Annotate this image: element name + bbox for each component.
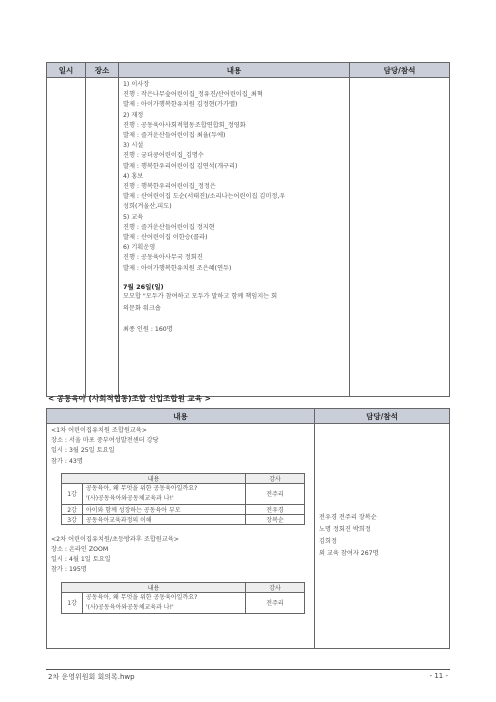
header-place: 장소 [86,63,119,78]
table-row: 1강 공동육아, 왜 무엇을 위한 공동육아일까요? '(사)공동육아와공동체교육과 나!' 전주리 [62,483,305,504]
place-cell [86,78,119,397]
content-lines [123,80,345,274]
content-line: 진행 : 궁더쿵어린이집_김명수 [123,152,204,160]
content-line: 4) 홍보 [123,172,144,180]
content-line: 발제 : 아이가행복한유치원 김정현(가가멜) [123,101,238,109]
content-line: 1) 이사장 [123,81,150,88]
bottom-content-cell [47,424,315,649]
session1-place: 장소 : 서울 마포 중부여성발전센터 강당 [51,437,159,445]
content-line: 2) 재정 [123,111,144,119]
content-line: 진행 : 즐거운산들어린이집 정지현 [123,223,215,231]
content-cell [119,78,350,397]
session1-table [61,473,305,525]
top-table [46,62,450,397]
session2-count: 참가 : 195명 [51,566,87,574]
table-row: 3강 공동육아교육과정의 이해 장복순 [62,514,305,524]
footer-filename: 2차 운영위원회 회의록.hwp [48,673,135,681]
header-attendance: 담당/참석 [350,63,450,78]
table-row: 2강 아이와 함께 성장하는 공동육아 부모 전우경 [62,504,305,514]
bottom-attendance-cell: 전우경 전주리 장복순 노명 정회진 박희정 김희정 외 교육 참여자 267명 [315,424,450,649]
session2-header-teacher: 강사 [246,582,305,592]
session2-table [61,582,305,614]
content-line: 진행 : 작은나무숲어린이집_정유진/산어린이집_최혁 [123,91,263,99]
content-line: 6) 기획운영 [123,244,156,252]
bottom-table [46,408,450,649]
session2-title: <2차 어린이집유치원/초등방과후 조합원교육> [51,535,179,543]
bottom-header-content: 내용 [47,409,315,424]
footer-divider [46,669,450,670]
session1-title: <1차 어린이집유치원 조합원교육> [51,427,147,434]
content-line: 진행 : 공동육아사회적협동조합연합회_정영화 [123,121,246,129]
bottom-header-attendance: 담당/참석 [315,409,450,424]
session2-place: 장소 : 온라인 ZOOM [51,546,109,554]
content-line: 발제 : 산어린이집 도순(서태진)/소리나는어린이집 김미정,우 [123,193,286,201]
header-content: 내용 [119,63,350,78]
session1-header-content: 내용 [62,473,246,483]
content-line: 진행 : 공동육아사무국 정회진 [123,254,203,262]
date-cell [47,78,86,397]
content-line: 발제 : 산어린이집 이한승(콜라) [123,234,208,242]
content-line: 진행 : 행복한우리어린이집_정정은 [123,183,216,191]
session2-date: 일시 : 4월 1일 토요일 [51,556,111,564]
content-line: 발제 : 아이가행복한유치원 조은혜(연두) [123,264,232,272]
content-line: 발제 : 즐거운산들어린이집 최율(두에) [123,132,226,140]
workshop-line2: 의문화 워크숍 [123,304,161,312]
workshop-line1: 모모합 "모두가 참여하고 모두가 말하고 함께 책임지는 회 [123,292,278,300]
footer-page-number: - 11 - [429,672,448,680]
content-line: 5) 교육 [123,213,144,221]
attendance-cell [350,78,450,397]
attendance-count: 최종 인원 : 160명 [123,325,173,333]
content-line: 성희(겨울산,피도) [123,203,172,211]
section-title: < 공동육아 (사회적협동)조합 신입조합원 교육 > [48,394,211,403]
content-line: 3) 시설 [123,142,144,150]
table-row: 1강 공동육아, 왜 무엇을 위한 공동육아일까요? '(사)공동육아와공동체교육과 나!' 전주리 [62,592,305,613]
session1-count: 참가 : 43명 [51,457,83,465]
date-heading: 7월 26일(일) [123,282,164,291]
session1-date: 일시 : 3월 25일 토요일 [51,447,115,455]
session2-header-content: 내용 [62,582,246,592]
content-line: 발제 : 행복한우리어린이집 김연석(개구리) [123,162,238,170]
session1-header-teacher: 강사 [246,473,305,483]
header-date: 일시 [47,63,86,78]
